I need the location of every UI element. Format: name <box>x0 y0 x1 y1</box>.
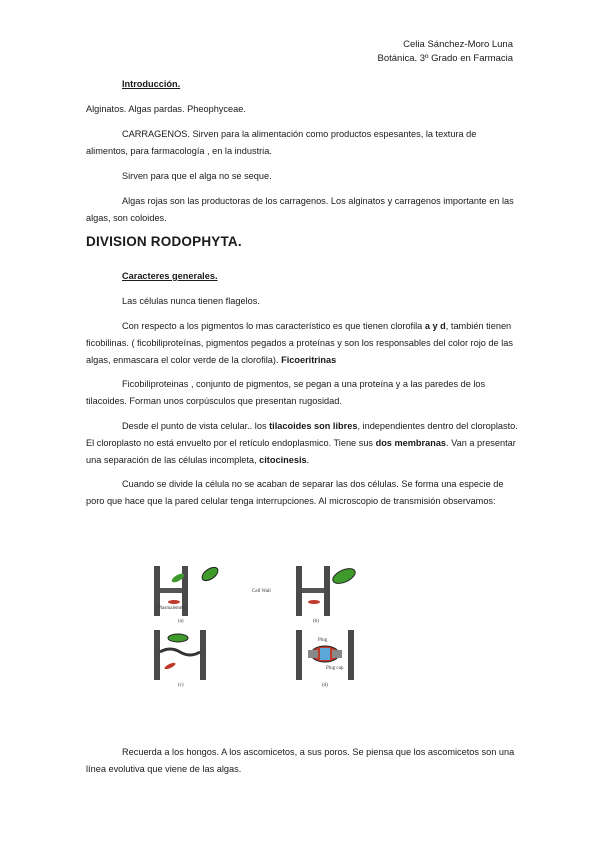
plug-cap-right-d <box>332 650 342 658</box>
label-c: (c) <box>178 683 184 688</box>
label-a: (a) <box>178 619 184 624</box>
division-paragraph-5: Cuando se divide la célula no se acaban de separar las dos células. Se forma una especie de poro que hace que la pared celular tenga interrupciones. Al microscopio de transmisión observamos: <box>86 479 504 506</box>
division-paragraph-4: Desde el punto de vista celular.. los tilacoides son libres, independientes dentro del cloroplasto. El cloroplasto no está envuelto por el retículo endoplasmico. Tiene sus dos membranas. Van a presentar una separación de las células incompleta, citocinesis. <box>86 421 518 465</box>
panel-b <box>252 565 357 624</box>
division-paragraph-1: Las células nunca tienen flagelos. <box>122 296 260 306</box>
label-plug: Plug <box>318 638 328 643</box>
panel-a <box>154 565 220 624</box>
chloroplast-c <box>168 634 188 642</box>
division-paragraph-2: Con respecto a los pigmentos lo mas característico es que tienen clorofila a y d, también tienen ficobilinas. ( ficobiliproteínas, pigmentos pegados a proteínas y son los responsables del color rojo de las algas, enmascara el color verde de la clorofila). Ficoeritrinas <box>86 321 513 365</box>
organelle-a1 <box>168 600 180 604</box>
label-b: (b) <box>313 619 319 624</box>
plug-cap-left-d <box>308 650 318 658</box>
intro-title: Introducción. <box>122 79 181 89</box>
label-plasmalemma: Plasmalemma <box>158 606 187 611</box>
plug-core-d <box>320 648 330 660</box>
cell-wall-right-c <box>200 630 206 680</box>
septum-a <box>160 588 182 593</box>
division-paragraph-3: Ficobiliproteinas , conjunto de pigmentos, se pegan a una proteína y a las paredes de los tilacoides. Forman unos corpúsculos que presentan rugosidad. <box>86 379 486 406</box>
panel-d <box>296 630 354 688</box>
intro-paragraph-3: Sirven para que el alga no se seque. <box>122 171 272 181</box>
course-name: Botánica. 3º Grado en Farmacia <box>377 53 513 64</box>
division-title: DIVISION RODOPHYTA. <box>86 234 242 249</box>
division-paragraph-6: Recuerda a los hongos. A los ascomicetos, a sus poros. Se piensa que los ascomicetos son una línea evolutiva que viene de las algas. <box>86 747 515 774</box>
cell-wall-left-b <box>296 566 302 616</box>
intro-paragraph-1: Alginatos. Algas pardas. Pheophyceae. <box>86 104 246 114</box>
pit-connection-figure <box>148 562 380 688</box>
panel-c <box>154 630 206 688</box>
label-d: (d) <box>322 683 328 688</box>
chloroplast-a2 <box>200 565 220 584</box>
cell-wall-right-b <box>324 566 330 616</box>
septum-b <box>302 588 324 593</box>
cell-wall-right-d <box>348 630 354 680</box>
cell-wall-left-c <box>154 630 160 680</box>
label-cell-wall: Cell Wall <box>252 589 271 594</box>
division-subtitle: Caracteres generales. <box>122 271 218 281</box>
septum-c <box>160 649 200 655</box>
intro-paragraph-2: CARRAGENOS. Sirven para la alimentación como productos espesantes, la textura de alimentos, para farmacología , en la industria. <box>86 129 477 156</box>
page-header <box>378 38 513 66</box>
author-name: Celia Sánchez-Moro Luna <box>403 39 513 50</box>
label-plug-cap: Plug cap <box>326 666 344 671</box>
organelle-c1 <box>164 662 177 671</box>
chloroplast-b <box>331 565 358 586</box>
intro-paragraph-4: Algas rojas son las productoras de los carragenos. Los alginatos y carragenos importante en las algas, son coloides. <box>86 196 514 223</box>
organelle-b1 <box>308 600 320 604</box>
cell-wall-left-d <box>296 630 302 680</box>
